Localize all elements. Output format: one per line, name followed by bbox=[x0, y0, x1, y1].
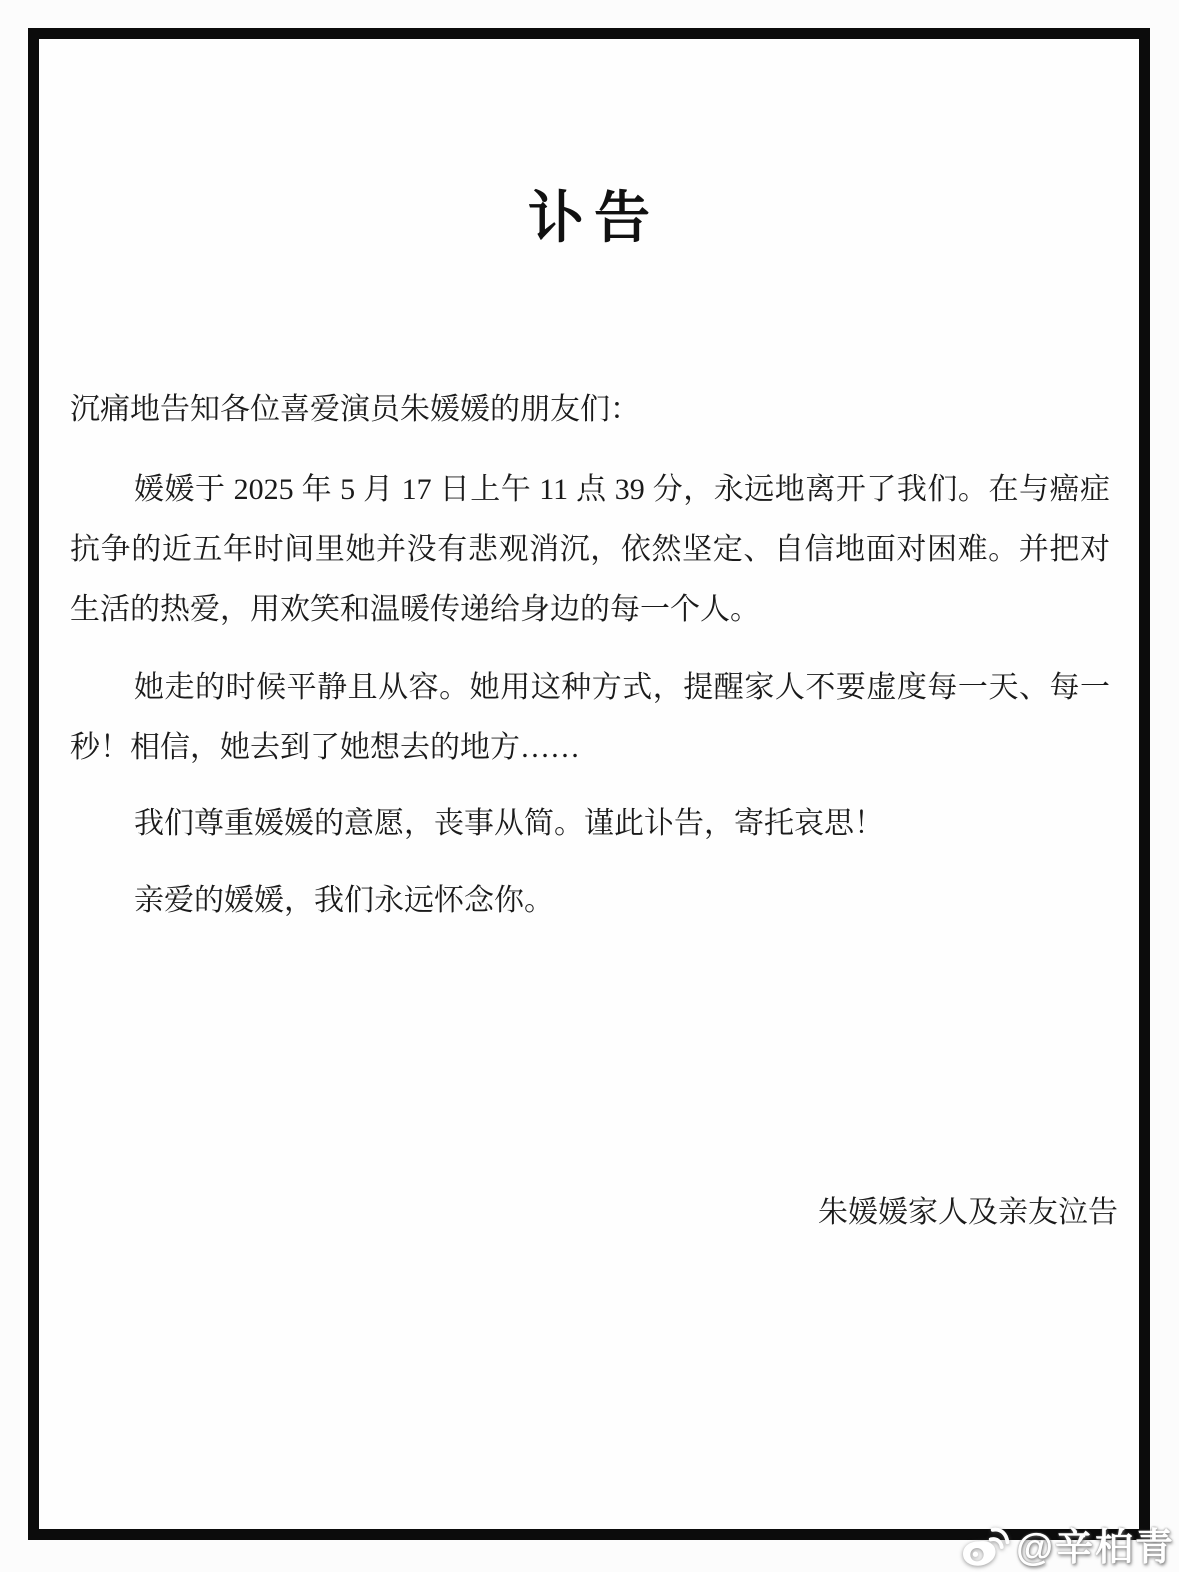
notice-border-frame bbox=[28, 28, 1150, 1540]
signature-line: 朱媛媛家人及亲友泣告 bbox=[818, 1196, 1118, 1229]
notice-title: 讣告 bbox=[528, 186, 660, 249]
text-line: 抗争的近五年时间里她并没有悲观消沉，依然坚定、自信地面对困难。并把对 bbox=[70, 533, 1110, 566]
paragraph-4 bbox=[70, 871, 1110, 931]
paragraph-2 bbox=[70, 658, 1110, 778]
paragraph-3 bbox=[70, 794, 1110, 854]
text-line: 亲爱的媛媛，我们永远怀念你。 bbox=[134, 884, 554, 917]
salutation-line: 沉痛地告知各位喜爱演员朱媛媛的朋友们： bbox=[70, 393, 640, 426]
paragraph-1 bbox=[70, 460, 1110, 640]
text-line: 我们尊重媛媛的意愿，丧事从简。谨此讣告，寄托哀思！ bbox=[134, 807, 884, 840]
text-line: 她走的时候平静且从容。她用这种方式，提醒家人不要虚度每一天、每一 bbox=[134, 671, 1110, 704]
text-line: 生活的热爱，用欢笑和温暖传递给身边的每一个人。 bbox=[70, 593, 760, 626]
weibo-watermark bbox=[960, 1526, 1175, 1570]
weibo-icon bbox=[960, 1526, 1010, 1570]
salutation-paragraph bbox=[70, 380, 1110, 440]
watermark-handle: @辛柏青 bbox=[1015, 1527, 1175, 1569]
signature-block bbox=[70, 1183, 1118, 1243]
text-line: 媛媛于 2025 年 5 月 17 日上午 11 点 39 分，永远地离开了我们。在与癌症 bbox=[134, 473, 1110, 506]
text-line: 秒！相信，她去到了她想去的地方…… bbox=[70, 731, 580, 764]
